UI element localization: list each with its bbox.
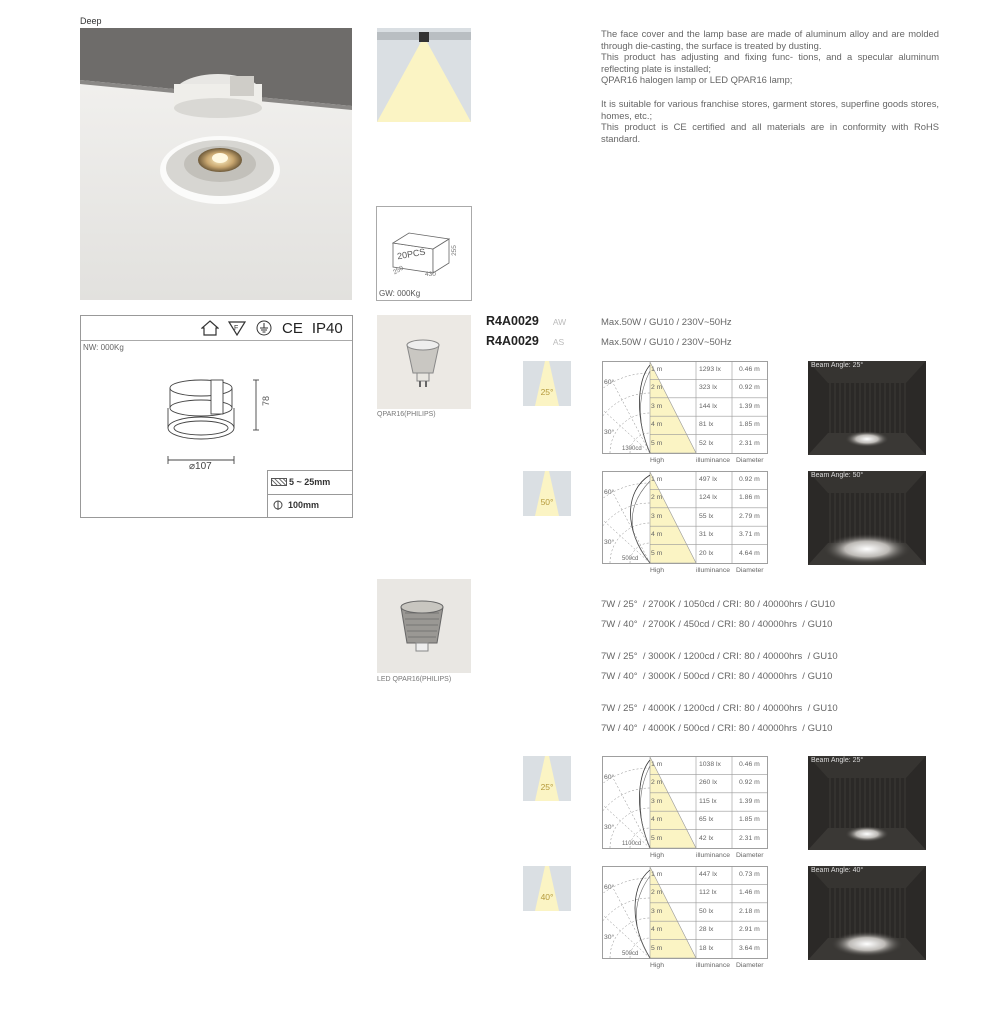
col-illum-label: illuminance [696, 567, 731, 574]
photometric-chart [602, 756, 768, 859]
model-spec: Max.50W / GU10 / 230V~50Hz [601, 317, 732, 328]
photometric-chart [602, 471, 768, 574]
beam-photo [808, 756, 926, 850]
package-qty: 20PCS [396, 246, 427, 262]
col-high-label: High [650, 567, 664, 574]
distance-cell: 4 m [651, 816, 663, 824]
photometric-row [0, 756, 1000, 866]
led-qpar16-photo [377, 579, 471, 673]
distance-cell: 2 m [651, 494, 663, 502]
led-spec-line: 7W / 40° / 4000K / 500cd / CRI: 80 / 40000hrs / GU10 [601, 723, 833, 734]
gross-weight: GW: 000Kg [379, 289, 421, 298]
illuminance-cell: 52 lx [699, 439, 714, 447]
beam-photo [808, 361, 926, 455]
model-finish-tag: AS [552, 337, 565, 347]
diameter-cell: 1.85 m [739, 421, 760, 429]
qpar16-label: QPAR16(PHILIPS) [377, 411, 436, 418]
diameter-cell: 0.92 m [739, 384, 760, 392]
distance-cell: 1 m [651, 476, 663, 483]
beam-icon [523, 866, 571, 911]
beam-icon [523, 471, 571, 516]
angle-label-30: 30° [604, 429, 615, 436]
package-depth: 250 [391, 264, 405, 277]
led-spec-line: 7W / 25° / 2700K / 1050cd / CRI: 80 / 40000hrs / GU10 [601, 599, 836, 610]
distance-cell: 3 m [651, 797, 663, 805]
illuminance-cell: 260 lx [699, 779, 718, 787]
diameter-cell: 0.92 m [739, 476, 760, 483]
diameter-cell: 2.31 m [739, 439, 760, 447]
illuminance-cell: 112 lx [699, 889, 717, 897]
col-illum-label: illuminance [696, 962, 731, 969]
diameter-cell: 1.86 m [739, 494, 760, 502]
beam-angle-label: 40° [540, 892, 554, 902]
led-spec-line: 7W / 25° / 3000K / 1200cd / CRI: 80 / 40000hrs / GU10 [601, 651, 838, 662]
beam-photo [808, 471, 926, 565]
diameter-cell: 2.18 m [739, 907, 760, 915]
distance-cell: 5 m [651, 834, 663, 842]
led-qpar16-label: LED QPAR16(PHILIPS) [377, 676, 452, 683]
net-weight: NW: 000Kg [83, 343, 124, 352]
diameter-cell: 2.31 m [739, 834, 760, 842]
candela-label: 500cd [622, 556, 639, 562]
model-code: R4A0029 [486, 314, 539, 328]
beam-photo-label: Beam Angle: 50° [811, 472, 864, 479]
candela-label: 500cd [622, 951, 639, 957]
distance-cell: 3 m [651, 512, 663, 520]
angle-label-30: 30° [604, 824, 615, 831]
diameter-cell: 1.39 m [739, 797, 760, 805]
angle-label-30: 30° [604, 934, 615, 941]
desc-para-2: This product has adjusting and fixing func- tions, and a specular aluminum reflecting plate is installed; [601, 51, 939, 74]
diameter-cell: 0.73 m [739, 871, 760, 878]
diameter-cell: 3.64 m [739, 944, 760, 952]
illuminance-cell: 447 lx [699, 871, 718, 878]
illuminance-cell: 497 lx [699, 476, 718, 483]
distance-cell: 1 m [651, 871, 663, 878]
model-spec: Max.50W / GU10 / 230V~50Hz [601, 337, 732, 348]
angle-label-60: 60° [604, 379, 615, 386]
distance-cell: 2 m [651, 384, 663, 392]
ce-mark: CE [282, 319, 303, 337]
desc-para-5: This product is CE certified and all materials are in conformity with RoHS standard. [601, 121, 939, 144]
illuminance-cell: 28 lx [699, 926, 714, 934]
fixture-height: 78 [261, 395, 272, 407]
illuminance-cell: 42 lx [699, 834, 714, 842]
illuminance-cell: 115 lx [699, 797, 717, 805]
distance-cell: 4 m [651, 926, 663, 934]
beam-photo-label: Beam Angle: 40° [811, 867, 864, 874]
candela-label: 1300cd [622, 446, 642, 452]
illuminance-cell: 1293 lx [699, 366, 721, 373]
illuminance-cell: 124 lx [699, 494, 718, 502]
illuminance-cell: 31 lx [699, 531, 714, 539]
col-diam-label: Diameter [736, 567, 764, 574]
distance-cell: 4 m [651, 531, 663, 539]
page-title: Deep [80, 16, 102, 26]
model-row-aw [486, 314, 566, 328]
beam-photo [808, 866, 926, 960]
distance-cell: 5 m [651, 944, 663, 952]
angle-label-60: 60° [604, 489, 615, 496]
diameter-cell: 4.64 m [739, 549, 760, 557]
diameter-cell: 2.91 m [739, 926, 760, 934]
ip-rating: IP40 [311, 319, 343, 337]
ceiling-thickness: 5 ~ 25mm [289, 477, 331, 487]
beam-icon [523, 756, 571, 801]
distance-cell: 3 m [651, 402, 663, 410]
distance-cell: 1 m [651, 761, 663, 768]
led-spec-line: 7W / 40° / 2700K / 450cd / CRI: 80 / 40000hrs / GU10 [601, 619, 833, 630]
diameter-cell: 1.39 m [739, 402, 760, 410]
diameter-cell: 0.46 m [739, 366, 760, 373]
diameter-cell: 2.79 m [739, 512, 760, 520]
diameter-cell: 3.71 m [739, 531, 760, 539]
model-finish-tag: AW [552, 317, 567, 327]
photometric-chart [602, 361, 768, 464]
col-high-label: High [650, 962, 664, 969]
package-height: 255 [450, 245, 458, 256]
led-spec-line: 7W / 40° / 3000K / 500cd / CRI: 80 / 40000hrs / GU10 [601, 671, 833, 682]
beam-photo-label: Beam Angle: 25° [811, 757, 864, 764]
description-block [601, 28, 939, 144]
illuminance-cell: 323 lx [699, 384, 718, 392]
col-high-label: High [650, 457, 664, 464]
col-illum-label: illuminance [696, 852, 731, 859]
cutout-size: 100mm [288, 500, 320, 510]
photometric-row [0, 361, 1000, 471]
desc-para-3: QPAR16 halogen lamp or LED QPAR16 lamp; [601, 74, 793, 86]
col-illum-label: illuminance [696, 457, 731, 464]
photometric-row [0, 866, 1000, 976]
beam-icon [523, 361, 571, 406]
distance-cell: 2 m [651, 889, 663, 897]
illuminance-cell: 144 lx [699, 402, 718, 410]
illuminance-cell: 55 lx [699, 512, 714, 520]
illuminance-cell: 1038 lx [699, 761, 721, 768]
beam-angle-label: 25° [540, 782, 554, 792]
col-diam-label: Diameter [736, 457, 764, 464]
col-diam-label: Diameter [736, 852, 764, 859]
photometric-row [0, 471, 1000, 581]
illuminance-cell: 81 lx [699, 421, 714, 429]
diameter-cell: 1.46 m [739, 889, 760, 897]
col-high-label: High [650, 852, 664, 859]
model-code: R4A0029 [486, 334, 539, 348]
angle-label-30: 30° [604, 539, 615, 546]
package-info [376, 206, 472, 301]
illuminance-cell: 50 lx [699, 907, 714, 915]
distance-cell: 5 m [651, 439, 663, 447]
distance-cell: 1 m [651, 366, 663, 373]
distance-cell: 2 m [651, 779, 663, 787]
distance-cell: 4 m [651, 421, 663, 429]
illuminance-cell: 18 lx [699, 944, 714, 952]
beam-angle-label: 50° [540, 497, 554, 507]
distance-cell: 5 m [651, 549, 663, 557]
illuminance-cell: 20 lx [699, 549, 714, 557]
diameter-cell: 1.85 m [739, 816, 760, 824]
distance-cell: 3 m [651, 907, 663, 915]
candela-label: 1100cd [622, 841, 642, 847]
photometric-chart [602, 866, 768, 969]
illuminance-cell: 65 lx [699, 816, 714, 824]
fixture-diameter: ⌀107 [189, 461, 212, 472]
product-photo [80, 28, 352, 300]
beam-diagram [377, 28, 471, 122]
beam-angle-label: 25° [540, 387, 554, 397]
angle-label-60: 60° [604, 774, 615, 781]
led-spec-line: 7W / 25° / 4000K / 1200cd / CRI: 80 / 40000hrs / GU10 [601, 703, 838, 714]
diameter-cell: 0.92 m [739, 779, 760, 787]
angle-label-60: 60° [604, 884, 615, 891]
desc-para-4: It is suitable for various franchise stores, garment stores, superfine goods stores, homes, etc.; [601, 97, 939, 121]
beam-photo-label: Beam Angle: 25° [811, 362, 864, 369]
svg-text:F: F [234, 325, 239, 332]
package-width: 430 [425, 271, 436, 278]
desc-para-1: The face cover and the lamp base are made of aluminum alloy and are molded through die-casting, the surface is treated by dusting. [601, 28, 939, 51]
col-diam-label: Diameter [736, 962, 764, 969]
diameter-cell: 0.46 m [739, 761, 760, 768]
model-row-as [486, 334, 564, 348]
